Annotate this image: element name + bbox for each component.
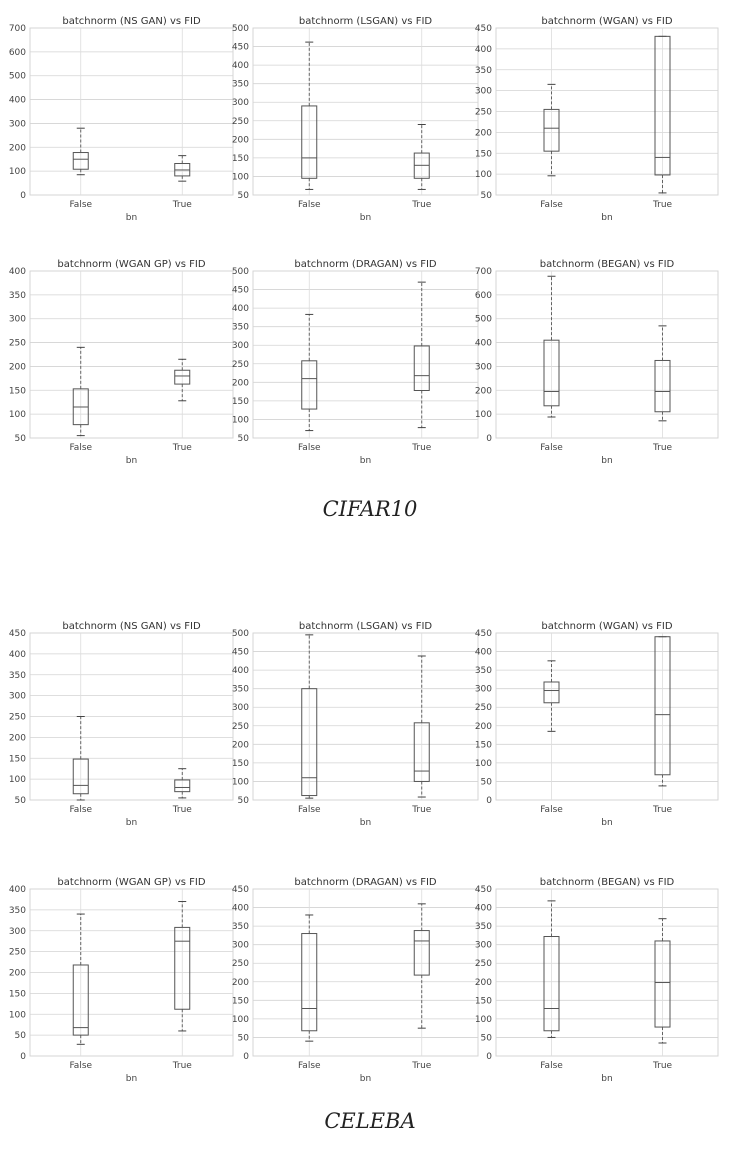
y-tick-label: 100	[8, 775, 26, 786]
y-tick-label: 400	[8, 649, 26, 660]
chart-title: batchnorm (NS GAN) vs FID	[62, 621, 201, 632]
y-tick-label: 500	[474, 314, 492, 325]
y-tick-label: 200	[231, 135, 249, 146]
y-tick-label: 300	[8, 119, 26, 130]
x-tick-label: True	[412, 805, 432, 815]
y-tick-label: 100	[474, 1014, 492, 1025]
x-tick-label: False	[297, 200, 321, 210]
y-tick-label: 100	[474, 170, 492, 181]
y-tick-label: 50	[237, 1033, 249, 1044]
y-tick-label: 0	[486, 1052, 492, 1062]
y-tick-label: 400	[231, 903, 249, 914]
y-tick-label: 350	[474, 922, 492, 933]
x-tick-label: True	[412, 443, 432, 453]
y-tick-label: 300	[231, 940, 249, 951]
x-tick-label: False	[69, 200, 93, 210]
y-tick-label: 700	[8, 24, 26, 34]
x-tick-label: False	[297, 805, 321, 815]
y-tick-label: 350	[8, 905, 26, 916]
y-tick-label: 400	[231, 61, 249, 72]
y-tick-label: 250	[8, 712, 26, 723]
y-tick-label: 100	[474, 758, 492, 769]
y-tick-label: 200	[8, 143, 26, 154]
y-tick-label: 50	[237, 796, 249, 806]
celeba-caption: CELEBA	[324, 1109, 416, 1133]
x-axis-label: bn	[601, 818, 613, 828]
x-axis-label: bn	[601, 213, 613, 223]
y-tick-label: 350	[231, 922, 249, 933]
x-axis-label: bn	[125, 213, 138, 223]
y-tick-label: 450	[474, 885, 492, 895]
y-tick-label: 300	[474, 86, 492, 97]
y-tick-label: 150	[231, 758, 249, 769]
y-tick-label: 100	[231, 415, 249, 426]
x-axis-label: bn	[359, 1074, 372, 1084]
x-tick-label: False	[540, 1061, 563, 1071]
y-tick-label: 300	[231, 703, 249, 714]
y-tick-label: 500	[231, 629, 249, 639]
x-tick-label: True	[412, 1061, 432, 1071]
y-tick-label: 150	[474, 740, 492, 751]
y-tick-label: 50	[14, 434, 26, 444]
y-tick-label: 200	[474, 128, 492, 139]
x-axis-label: bn	[125, 456, 138, 466]
x-tick-label: True	[412, 200, 432, 210]
y-tick-label: 150	[474, 149, 492, 160]
x-tick-label: False	[69, 1061, 93, 1071]
y-tick-label: 350	[474, 65, 492, 76]
y-tick-label: 200	[474, 386, 492, 397]
y-tick-label: 350	[231, 684, 249, 695]
y-tick-label: 300	[231, 98, 249, 109]
x-tick-label: True	[652, 200, 673, 210]
chart-title: batchnorm (WGAN GP) vs FID	[57, 259, 206, 270]
y-tick-label: 350	[231, 322, 249, 333]
y-tick-label: 200	[231, 977, 249, 988]
y-tick-label: 450	[474, 24, 492, 34]
y-tick-label: 400	[231, 304, 249, 315]
y-tick-label: 400	[8, 95, 26, 106]
y-tick-label: 300	[474, 684, 492, 695]
y-tick-label: 50	[14, 796, 26, 806]
plot-area	[253, 28, 478, 195]
y-tick-label: 50	[237, 434, 249, 444]
y-tick-label: 250	[8, 947, 26, 958]
x-tick-label: False	[69, 805, 93, 815]
x-axis-label: bn	[601, 1074, 613, 1084]
y-tick-label: 300	[474, 362, 492, 373]
y-tick-label: 0	[243, 1052, 249, 1062]
x-tick-label: True	[652, 805, 673, 815]
y-tick-label: 300	[8, 691, 26, 702]
x-tick-label: False	[297, 1061, 321, 1071]
y-tick-label: 150	[231, 153, 249, 164]
y-tick-label: 200	[8, 733, 26, 744]
y-tick-label: 150	[474, 996, 492, 1007]
y-tick-label: 400	[8, 885, 26, 895]
y-tick-label: 250	[231, 359, 249, 370]
chart-title: batchnorm (DRAGAN) vs FID	[294, 259, 437, 270]
y-tick-label: 0	[486, 796, 492, 806]
y-tick-label: 350	[474, 666, 492, 677]
x-axis-label: bn	[359, 456, 372, 466]
x-tick-label: False	[540, 443, 563, 453]
chart-title: batchnorm (WGAN GP) vs FID	[57, 877, 206, 888]
chart-title: batchnorm (BEGAN) vs FID	[539, 877, 675, 888]
y-tick-label: 200	[474, 977, 492, 988]
chart-title: batchnorm (DRAGAN) vs FID	[294, 877, 437, 888]
y-tick-label: 150	[231, 396, 249, 407]
y-tick-label: 200	[231, 378, 249, 389]
y-tick-label: 200	[474, 721, 492, 732]
x-tick-label: False	[69, 443, 93, 453]
y-tick-label: 600	[474, 290, 492, 301]
y-tick-label: 150	[231, 996, 249, 1007]
y-tick-label: 450	[231, 885, 249, 895]
y-tick-label: 300	[231, 341, 249, 352]
y-tick-label: 0	[20, 1052, 26, 1062]
y-tick-label: 500	[231, 267, 249, 277]
chart-title: batchnorm (WGAN) vs FID	[541, 621, 673, 632]
y-tick-label: 250	[474, 703, 492, 714]
y-tick-label: 150	[8, 989, 26, 1000]
y-tick-label: 700	[474, 267, 492, 277]
plot-area	[253, 633, 478, 800]
chart-title: batchnorm (LSGAN) vs FID	[298, 621, 433, 632]
x-tick-label: True	[172, 805, 192, 815]
y-tick-label: 50	[480, 1033, 492, 1044]
y-tick-label: 250	[231, 721, 249, 732]
x-tick-label: False	[540, 805, 563, 815]
y-tick-label: 300	[8, 926, 26, 937]
chart-title: batchnorm (WGAN) vs FID	[541, 16, 673, 27]
y-tick-label: 250	[474, 959, 492, 970]
plot-area	[30, 28, 233, 195]
x-tick-label: False	[297, 443, 321, 453]
y-tick-label: 100	[8, 410, 26, 421]
x-axis-label: bn	[359, 213, 372, 223]
y-tick-label: 400	[474, 44, 492, 55]
x-axis-label: bn	[125, 818, 138, 828]
y-tick-label: 150	[8, 754, 26, 765]
y-tick-label: 400	[231, 666, 249, 677]
y-tick-label: 500	[231, 24, 249, 34]
y-tick-label: 0	[486, 434, 492, 444]
y-tick-label: 100	[231, 777, 249, 788]
y-tick-label: 500	[8, 71, 26, 82]
y-tick-label: 50	[480, 191, 492, 201]
y-tick-label: 250	[474, 107, 492, 118]
y-tick-label: 300	[474, 940, 492, 951]
y-tick-label: 0	[20, 191, 26, 201]
y-tick-label: 100	[474, 410, 492, 421]
y-tick-label: 350	[231, 79, 249, 90]
plot-area	[496, 889, 718, 1056]
chart-title: batchnorm (BEGAN) vs FID	[539, 259, 675, 270]
plot-area	[253, 271, 478, 438]
y-tick-label: 250	[231, 959, 249, 970]
y-tick-label: 50	[237, 191, 249, 201]
plot-area	[496, 271, 718, 438]
x-tick-label: True	[172, 200, 192, 210]
cifar10-caption: CIFAR10	[322, 497, 418, 521]
y-tick-label: 50	[480, 777, 492, 788]
y-tick-label: 100	[8, 1010, 26, 1021]
x-axis-label: bn	[125, 1074, 138, 1084]
y-tick-label: 400	[474, 338, 492, 349]
y-tick-label: 50	[14, 1031, 26, 1042]
y-tick-label: 400	[8, 267, 26, 277]
y-tick-label: 200	[231, 740, 249, 751]
y-tick-label: 450	[231, 285, 249, 296]
x-axis-label: bn	[359, 818, 372, 828]
chart-title: batchnorm (LSGAN) vs FID	[298, 16, 433, 27]
x-tick-label: True	[652, 443, 673, 453]
y-tick-label: 400	[474, 903, 492, 914]
y-tick-label: 150	[8, 386, 26, 397]
y-tick-label: 200	[8, 362, 26, 373]
y-tick-label: 350	[8, 290, 26, 301]
x-tick-label: True	[652, 1061, 673, 1071]
y-tick-label: 350	[8, 670, 26, 681]
y-tick-label: 600	[8, 47, 26, 58]
x-tick-label: False	[540, 200, 563, 210]
y-tick-label: 100	[231, 1014, 249, 1025]
y-tick-label: 250	[231, 116, 249, 127]
x-axis-label: bn	[601, 456, 613, 466]
plot-area	[30, 271, 233, 438]
plot-area	[496, 633, 718, 800]
x-tick-label: True	[172, 1061, 192, 1071]
y-tick-label: 250	[8, 338, 26, 349]
y-tick-label: 400	[474, 647, 492, 658]
chart-title: batchnorm (NS GAN) vs FID	[62, 16, 201, 27]
y-tick-label: 100	[231, 172, 249, 183]
y-tick-label: 450	[231, 647, 249, 658]
y-tick-label: 450	[8, 629, 26, 639]
y-tick-label: 450	[474, 629, 492, 639]
plot-area	[253, 889, 478, 1056]
y-tick-label: 450	[231, 42, 249, 53]
y-tick-label: 200	[8, 968, 26, 979]
x-tick-label: True	[172, 443, 192, 453]
y-tick-label: 100	[8, 167, 26, 178]
y-tick-label: 300	[8, 314, 26, 325]
